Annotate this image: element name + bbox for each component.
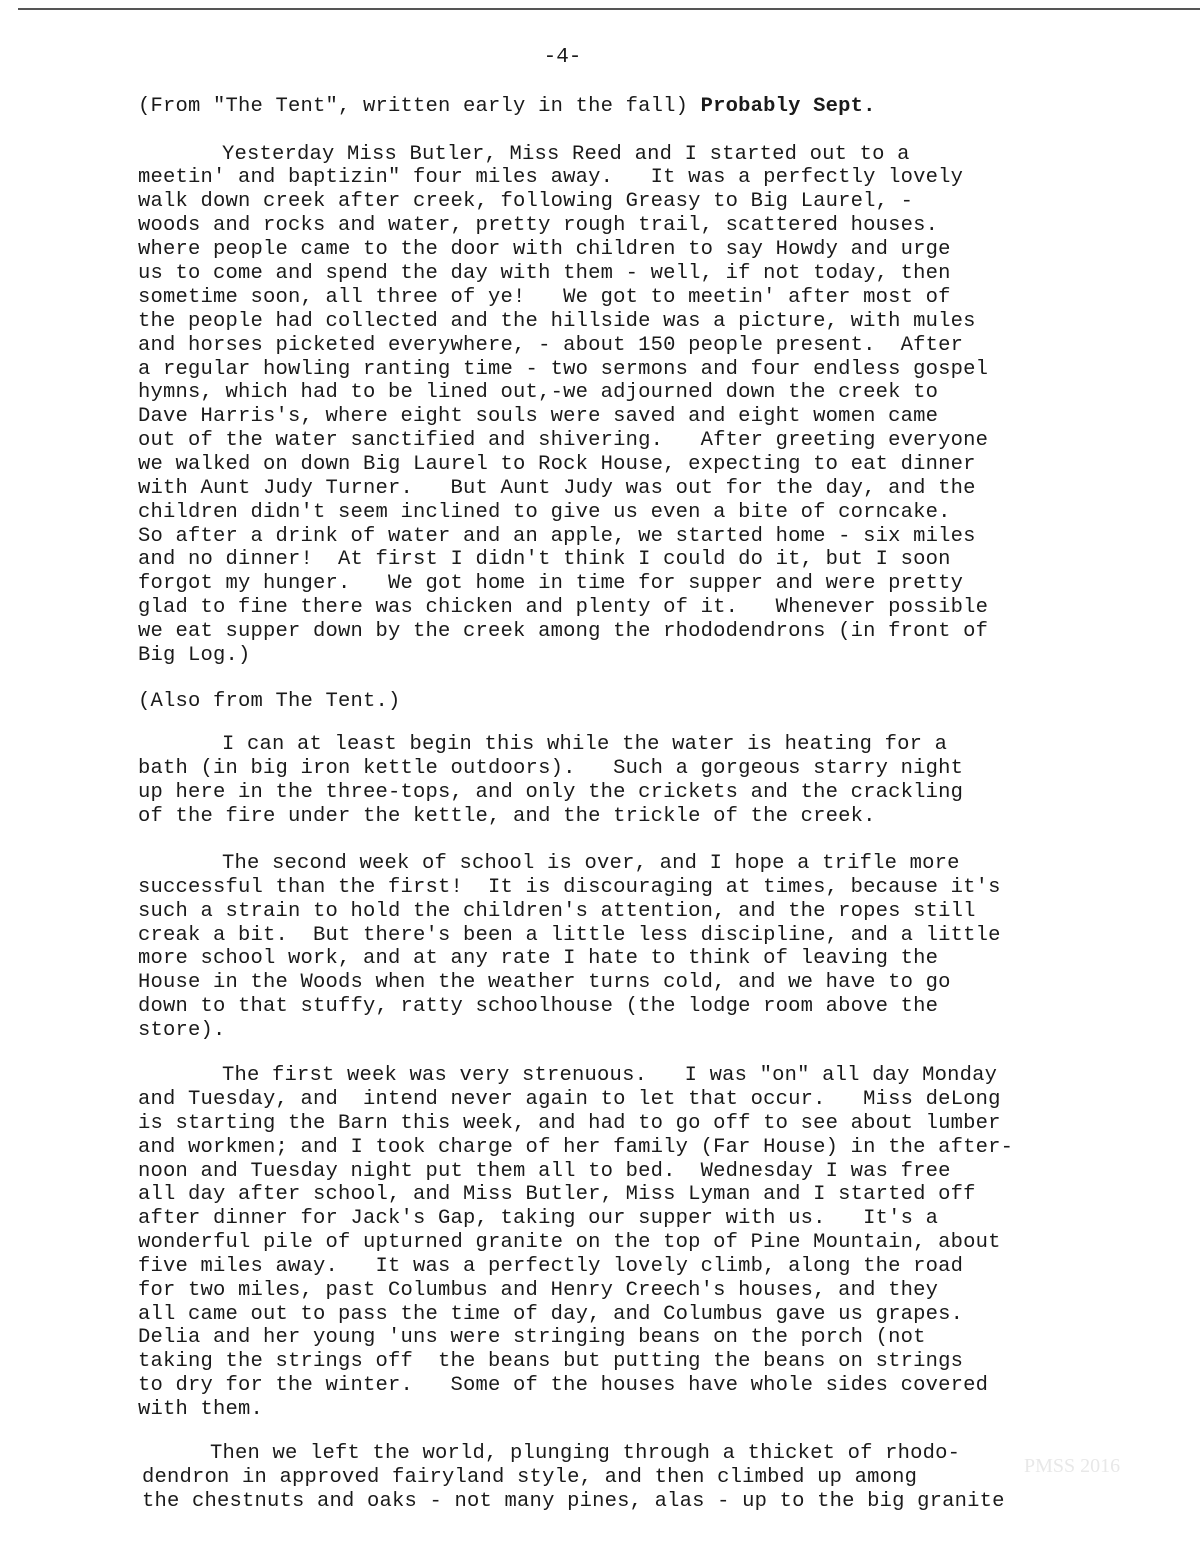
date-note: Probably Sept. — [700, 95, 876, 118]
text-line: for two miles, past Columbus and Henry Creech's houses, and they — [138, 1279, 939, 1302]
text-line: I can at least begin this while the water is heating for a — [222, 733, 948, 756]
text-line: Yesterday Miss Butler, Miss Reed and I started out to a — [222, 143, 910, 166]
text-line: and no dinner! At first I didn't think I could do it, but I soon — [138, 548, 951, 571]
text-line: taking the strings off the beans but putting the beans on strings — [138, 1350, 964, 1373]
text-line: more school work, and at any rate I hate to think of leaving the — [138, 947, 939, 970]
text-line: after dinner for Jack's Gap, taking our supper with us. It's a — [138, 1207, 939, 1230]
text-line: with Aunt Judy Turner. But Aunt Judy was out for the day, and the — [138, 477, 976, 500]
text-line: where people came to the door with children to say Howdy and urge — [138, 238, 951, 261]
text-line: all came out to pass the time of day, and Columbus gave us grapes. — [138, 1303, 964, 1326]
section-heading-tent-2: (Also from The Tent.) — [138, 690, 401, 713]
text-line: with them. — [138, 1398, 264, 1421]
text-line: such a strain to hold the children's attention, and the ropes still — [138, 900, 976, 923]
text-line: is starting the Barn this week, and had to go off to see about lumber — [138, 1112, 1001, 1135]
page-number: -4- — [543, 46, 582, 69]
text-line: creak a bit. But there's been a little less discipline, and a little — [138, 924, 1001, 947]
text-line: glad to fine there was chicken and plenty of it. Whenever possible — [138, 596, 989, 619]
text-line: up here in the three-tops, and only the crickets and the crackling — [138, 781, 964, 804]
text-line: Dave Harris's, where eight souls were saved and eight women came — [138, 405, 939, 428]
text-line: The first week was very strenuous. I was "on" all day Monday — [222, 1064, 998, 1087]
text-line: out of the water sanctified and shivering. After greeting everyone — [138, 429, 989, 452]
text-line: dendron in approved fairyland style, and then climbed up among — [142, 1466, 918, 1489]
text-line: wonderful pile of upturned granite on the top of Pine Mountain, about — [138, 1231, 1001, 1254]
text-line: five miles away. It was a perfectly lovely climb, along the road — [138, 1255, 964, 1278]
text-line: meetin' and baptizin" four miles away. It was a perfectly lovely — [138, 166, 964, 189]
text-line: and workmen; and I took charge of her family (Far House) in the after- — [138, 1136, 1014, 1159]
text-line: of the fire under the kettle, and the trickle of the creek. — [138, 805, 876, 828]
text-line: we eat supper down by the creek among the rhododendrons (in front of — [138, 620, 989, 643]
text-line: bath (in big iron kettle outdoors). Such a gorgeous starry night — [138, 757, 964, 780]
text-line: hymns, which had to be lined out,-we adjourned down the creek to — [138, 381, 939, 404]
text-line: walk down creek after creek, following Greasy to Big Laurel, - — [138, 190, 914, 213]
text-line: Big Log.) — [138, 644, 251, 667]
text-line: all day after school, and Miss Butler, Miss Lyman and I started off — [138, 1183, 976, 1206]
text-line: down to that stuffy, ratty schoolhouse (the lodge room above the — [138, 995, 939, 1018]
text-line: sometime soon, all three of ye! We got to meetin' after most of — [138, 286, 951, 309]
text-line: noon and Tuesday night put them all to bed. Wednesday I was free — [138, 1160, 951, 1183]
text-line: Delia and her young 'uns were stringing beans on the porch (not — [138, 1326, 926, 1349]
text-line: and horses picketed everywhere, - about 150 people present. After — [138, 334, 964, 357]
text-line: children didn't seem inclined to give us even a bite of corncake. — [138, 501, 951, 524]
text-line: the chestnuts and oaks - not many pines, alas - up to the big granite — [142, 1490, 1005, 1513]
text-line: woods and rocks and water, pretty rough trail, scattered houses. — [138, 214, 939, 237]
heading-text: (From "The Tent", written early in the fall) — [138, 95, 701, 118]
watermark: PMSS 2016 — [1024, 1455, 1121, 1477]
text-line: store). — [138, 1019, 226, 1042]
text-line: Then we left the world, plunging through a thicket of rhodo- — [210, 1442, 961, 1465]
text-line: The second week of school is over, and I hope a trifle more — [222, 852, 960, 875]
text-line: us to come and spend the day with them - well, if not today, then — [138, 262, 951, 285]
top-rule — [18, 8, 1200, 10]
text-line: a regular howling ranting time - two sermons and four endless gospel — [138, 358, 989, 381]
text-line: House in the Woods when the weather turns cold, and we have to go — [138, 971, 951, 994]
text-line: we walked on down Big Laurel to Rock House, expecting to eat dinner — [138, 453, 976, 476]
section-heading-tent — [138, 95, 876, 119]
text-line: the people had collected and the hillside was a picture, with mules — [138, 310, 976, 333]
text-line: forgot my hunger. We got home in time for supper and were pretty — [138, 572, 964, 595]
text-line: So after a drink of water and an apple, we started home - six miles — [138, 525, 976, 548]
text-line: successful than the first! It is discouraging at times, because it's — [138, 876, 1001, 899]
text-line: and Tuesday, and intend never again to let that occur. Miss deLong — [138, 1088, 1001, 1111]
text-line: to dry for the winter. Some of the houses have whole sides covered — [138, 1374, 989, 1397]
